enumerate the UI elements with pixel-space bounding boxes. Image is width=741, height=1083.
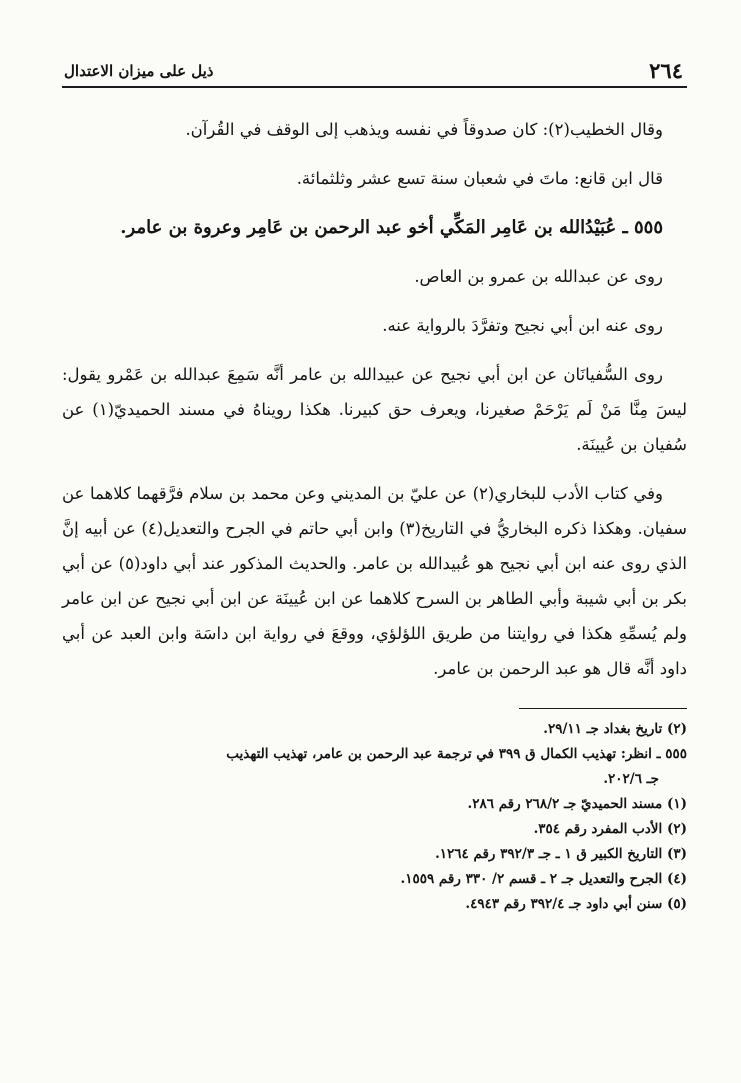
footnote: ٥٥٥ ـ انظر: تهذيب الكمال ق ٣٩٩ في ترجمة عبد الرحمن بن عامر، تهذيب التهذيب bbox=[226, 746, 687, 762]
page-number: ٢٦٤ bbox=[649, 58, 683, 83]
running-title: ذيل على ميزان الاعتدال bbox=[64, 62, 214, 80]
paragraph-khatib: وقال الخطيب(٢): كان صدوقاً في نفسه ويذهب إلى الوقف في القُرآن. bbox=[185, 120, 663, 139]
main-text bbox=[62, 112, 687, 686]
footnote: جـ ٢٠٢/٦. bbox=[603, 771, 659, 787]
footnote: (٢) الأدب المفرد رقم ٣٥٤. bbox=[533, 821, 687, 837]
footnotes bbox=[62, 717, 687, 917]
footnote: (٥) سنن أبي داود جـ ٣٩٢/٤ رقم ٤٩٤٣. bbox=[465, 896, 687, 912]
paragraph-narrated-from: روى عن عبدالله بن عمرو بن العاص. bbox=[414, 267, 663, 286]
paragraph-adab: وفي كتاب الأدب للبخاري(٢) عن عليّ بن المديني وعن محمد بن سلام فرَّقهما كلاهما عن سفيان. وهكذا ذكره البخاريُّ في التاريخ(٣) وابن أبي حاتم في الجرح والتعديل(٤) عن أبيه إنَّ الذي روى عنه ابن أبي نجيح هو عُبيدالله بن عامر. والحديث المذكور عند أبي داود(٥) عن أبي بكر بن أبي شيبة وأبي الطاهر بن السرح كلاهما عن ابن عُيينَة عن ابن أبي نجيح عن ابن عامر ولم يُسمِّهِ هكذا في روايتنا من طريق اللؤلؤي، ووقعَ في رواية ابن داسَة وابن العبد عن أبي داود أنَّه قال هو عبد الرحمن بن عامر. bbox=[62, 484, 687, 678]
entry-heading: ٥٥٥ ـ عُبَيْدُالله بن عَامِر المَكِّي أخو عبد الرحمن بن عَامِر وعروة بن عامر. bbox=[120, 217, 663, 238]
footnote: (١) مسند الحميديّ جـ ٢٦٨/٢ رقم ٢٨٦. bbox=[467, 796, 687, 812]
paragraph-ibn-qani: قال ابن قانع: ماتَ في شعبان سنة تسع عشر وثلثمائة. bbox=[296, 169, 663, 188]
footnote: (٢) تاريخ بغداد جـ ٢٩/١١. bbox=[543, 721, 687, 737]
page-header bbox=[62, 50, 687, 88]
footnote: (٤) الجرح والتعديل جـ ٢ ـ قسم ٢/ ٣٣٠ رقم ١٥٥٩. bbox=[400, 871, 687, 887]
footnote: (٣) التاريخ الكبير ق ١ ـ جـ ٣٩٢/٣ رقم ١٢٦٤. bbox=[435, 846, 687, 862]
footnote-divider bbox=[519, 708, 687, 709]
paragraph-sufyanan: روى السُّفيانَان عن ابن أبي نجيح عن عبيدالله بن عامر أنَّه سَمِعَ عبدالله بن عَمْرو يقول: ليسَ مِنَّا مَنْ لَم يَرْحَمْ صغيرنا، ويعرف حق كبيرنا. هكذا رويناهُ في مسند الحميديّ(١) عن سُفيان بن عُيينَة. bbox=[62, 365, 687, 454]
paragraph-narrated-by: روى عنه ابن أبي نجيح وتفرَّدَ بالرواية عنه. bbox=[382, 316, 663, 335]
